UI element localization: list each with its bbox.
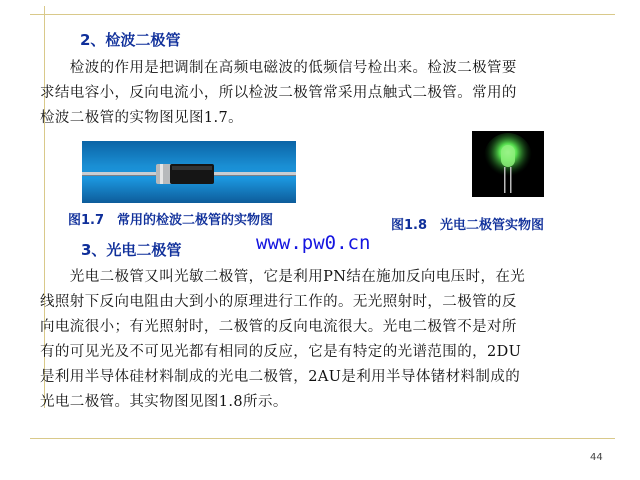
page-number: 44 <box>590 452 603 463</box>
figure-1-7-caption: 图1.7 常用的检波二极管的实物图 <box>68 213 274 228</box>
text-line: 求结电容小，反向电流小，所以检波二极管常采用点触式二极管。常用的 <box>40 85 517 101</box>
paragraph-detector-diode <box>40 56 612 131</box>
text-line: 线照射下反向电阻由大到小的原理进行工作的。无光照射时，二极管的反 <box>40 294 517 310</box>
text-line: 检波二极管的实物图见图1.7。 <box>40 110 244 126</box>
text-line: 检波的作用是把调制在高频电磁波的低频信号检出来。检波二极管要 <box>40 60 517 76</box>
top-rule <box>30 14 615 15</box>
text-line: 有的可见光及不可见光都有相同的反应，它是有特定的光谱范围的，2DU <box>40 344 522 360</box>
diode-illustration <box>82 141 296 203</box>
photodiode-illustration <box>472 131 544 197</box>
text-line: 是利用半导体硅材料制成的光电二极管，2AU是利用半导体锗材料制成的 <box>40 369 521 385</box>
bottom-rule <box>30 438 615 439</box>
paragraph-photodiode <box>40 265 612 415</box>
detector-diode-photo <box>82 141 296 203</box>
section-heading-photodiode: 3、光电二极管 <box>81 241 182 259</box>
text-line: 光电二极管又叫光敏二极管，它是利用PN结在施加反向电压时，在光 <box>40 269 526 285</box>
text-line: 向电流很小；有光照射时，二极管的反向电流很大。光电二极管不是对所 <box>40 319 517 335</box>
figure-1-8-caption: 图1.8 光电二极管实物图 <box>391 218 545 233</box>
section-heading-detector-diode: 2、检波二极管 <box>80 31 181 49</box>
photodiode-photo <box>472 131 544 197</box>
text-line: 光电二极管。其实物图见图1.8所示。 <box>40 394 288 410</box>
watermark-url: www.pw0.cn <box>256 232 371 254</box>
